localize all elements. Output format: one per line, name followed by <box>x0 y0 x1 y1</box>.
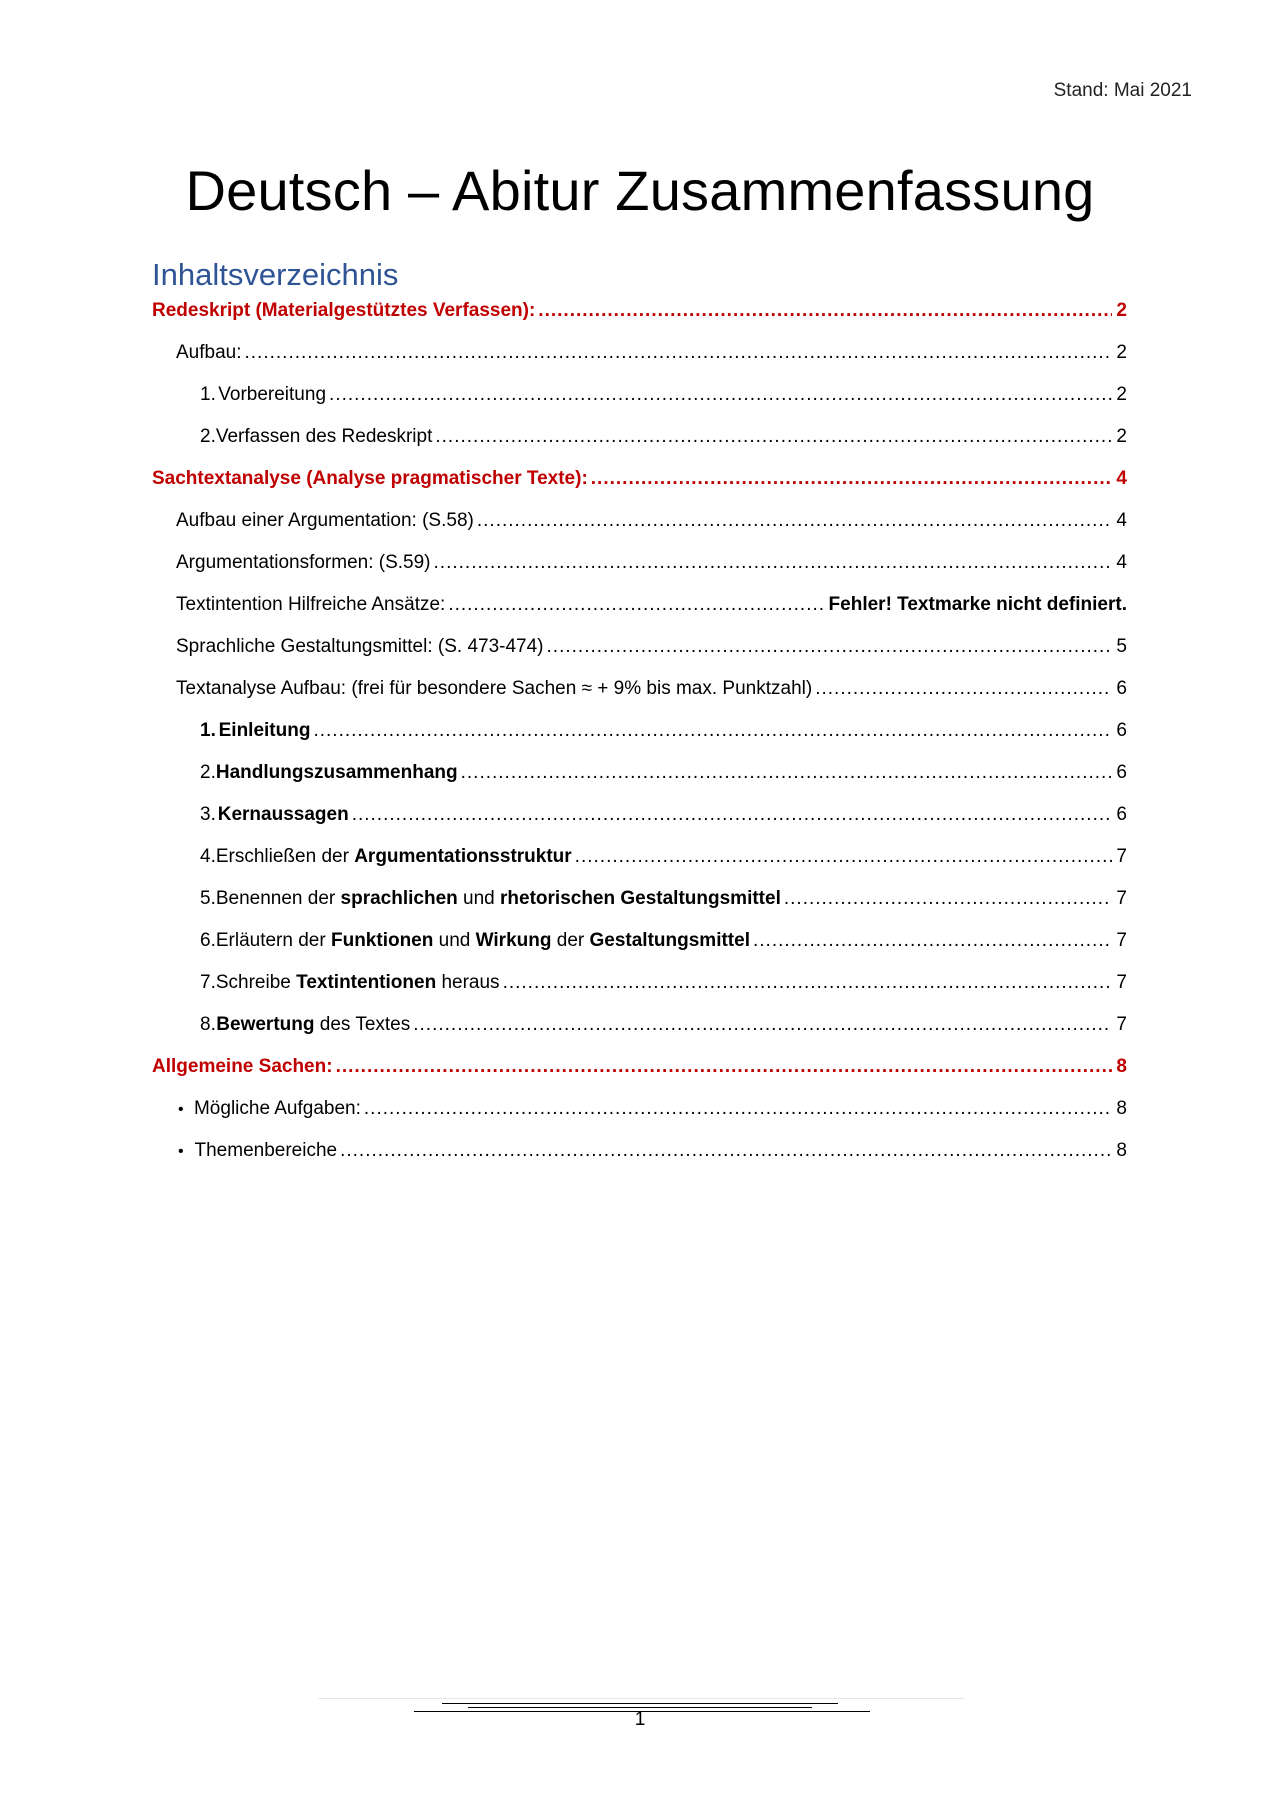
label-text: und <box>457 888 501 909</box>
toc-entry-kernaussagen[interactable] <box>152 804 1127 832</box>
toc-entry-label: Aufbau: <box>176 342 242 363</box>
toc-entry-page-error: Fehler! Textmarke nicht definiert. <box>828 594 1127 615</box>
toc-entry-page: 7 <box>1116 1014 1127 1035</box>
bullet-icon: • <box>178 1101 184 1118</box>
document-date: Stand: Mai 2021 <box>1053 80 1192 101</box>
toc-leader-dots <box>448 594 824 616</box>
label-emphasis: Gestaltungsmittel <box>589 930 750 951</box>
document-title: Deutsch – Abitur Zusammenfassung <box>185 159 1095 222</box>
toc-entry-label: Textintention Hilfreiche Ansätze: <box>176 594 446 615</box>
label-emphasis: sprachlichen <box>340 888 458 909</box>
toc-entry-label <box>216 930 750 952</box>
toc-leader-dots <box>329 384 1112 406</box>
toc-entry-page: 8 <box>1116 1140 1127 1161</box>
toc-entry-label <box>216 1014 410 1036</box>
toc-entry-page: 2 <box>1116 384 1127 405</box>
toc-entry-aufbau[interactable] <box>152 342 1127 370</box>
toc-entry-moegliche-aufgaben[interactable] <box>152 1098 1127 1126</box>
page-number: 1 <box>634 1709 646 1730</box>
toc-entry-label: Vorbereitung <box>218 384 327 405</box>
toc-entry-label: Redeskript (Materialgestütztes Verfassen): <box>152 300 536 321</box>
toc-entry-label: Sprachliche Gestaltungsmittel: (S. 473-474) <box>176 636 544 657</box>
toc-entry-label <box>216 888 781 910</box>
toc-leader-dots <box>477 510 1113 532</box>
toc-entry-page: 8 <box>1116 1098 1127 1119</box>
toc-leader-dots <box>538 300 1112 322</box>
toc-entry-number: 7. <box>200 972 216 993</box>
toc-entry-allgemeine-sachen[interactable] <box>152 1056 1127 1084</box>
toc-entry-label: Kernaussagen <box>217 804 349 825</box>
toc-entry-page: 7 <box>1116 888 1127 909</box>
toc-entry-page: 2 <box>1116 300 1127 321</box>
toc-entry-page: 2 <box>1116 342 1127 363</box>
label-text: und <box>433 930 476 951</box>
toc-entry-number: 2. <box>200 762 216 783</box>
toc-entry-page: 6 <box>1116 678 1127 699</box>
toc-entry-textintentionen[interactable] <box>152 972 1127 1000</box>
toc-entry-handlungszusammenhang[interactable] <box>152 762 1127 790</box>
toc-entry-gestaltungsmittel[interactable] <box>152 636 1127 664</box>
label-text: Schreibe <box>215 972 297 993</box>
toc-leader-dots <box>364 1098 1113 1120</box>
toc-entry-label: Einleitung <box>218 720 311 741</box>
toc-entry-number: 6. <box>200 930 216 951</box>
toc-entry-label: Allgemeine Sachen: <box>152 1056 333 1077</box>
toc-entry-page: 6 <box>1116 804 1127 825</box>
toc-entry-textanalyse-aufbau[interactable] <box>152 678 1127 706</box>
toc-entry-erlaeutern[interactable] <box>152 930 1127 958</box>
toc-entry-number: 8. <box>200 1014 216 1035</box>
toc-entry-page: 5 <box>1116 636 1127 657</box>
toc-leader-dots <box>503 972 1113 994</box>
toc-leader-dots <box>313 720 1112 742</box>
toc-leader-dots <box>413 1014 1112 1036</box>
toc-entry-label: Argumentationsformen: (S.59) <box>176 552 431 573</box>
toc-entry-themenbereiche[interactable] <box>152 1140 1127 1168</box>
toc-leader-dots <box>340 1140 1112 1162</box>
toc-entry-page: 6 <box>1116 720 1127 741</box>
toc-entry-number: 1. <box>200 720 216 741</box>
toc-leader-dots <box>591 468 1113 490</box>
toc-entry-number: 2. <box>200 426 216 447</box>
toc-entry-label <box>216 846 572 868</box>
toc-entry-page: 7 <box>1116 972 1127 993</box>
toc-entry-sachtextanalyse[interactable] <box>152 468 1127 496</box>
toc-leader-dots <box>434 552 1113 574</box>
toc-leader-dots <box>547 636 1113 658</box>
label-emphasis: Wirkung <box>475 930 552 951</box>
label-text: Benennen der <box>215 888 341 909</box>
toc-leader-dots <box>245 342 1113 364</box>
label-text: des Textes <box>314 1014 411 1035</box>
toc-entry-number: 4. <box>200 846 216 867</box>
toc-entry-label: Mögliche Aufgaben: <box>193 1098 361 1119</box>
toc-leader-dots <box>435 426 1112 448</box>
label-text: heraus <box>436 972 500 993</box>
label-emphasis: Textintentionen <box>296 972 437 993</box>
toc-entry-label: Verfassen des Redeskript <box>215 426 433 447</box>
toc-entry-page: 7 <box>1116 846 1127 867</box>
label-text: Erläutern der <box>215 930 331 951</box>
toc-entry-argumentationsformen[interactable] <box>152 552 1127 580</box>
toc-leader-dots <box>352 804 1113 826</box>
label-emphasis: Funktionen <box>330 930 434 951</box>
label-emphasis: Bewertung <box>216 1014 315 1035</box>
toc-leader-dots <box>461 762 1113 784</box>
toc-entry-textintention[interactable] <box>152 594 1127 622</box>
toc-leader-dots <box>784 888 1113 910</box>
toc-entry-page: 4 <box>1116 510 1127 531</box>
toc-entry-redeskript[interactable] <box>152 300 1127 328</box>
toc-entry-label <box>216 972 500 994</box>
toc-entry-number: 5. <box>200 888 216 909</box>
toc-entry-number: 1. <box>200 384 216 405</box>
label-text: Erschließen der <box>215 846 355 867</box>
toc-entry-argumentationsstruktur[interactable] <box>152 846 1127 874</box>
toc-entry-page: 7 <box>1116 930 1127 951</box>
toc-entry-einleitung[interactable] <box>152 720 1127 748</box>
toc-entry-label: Themenbereiche <box>194 1140 338 1161</box>
toc-leader-dots <box>336 1056 1113 1078</box>
toc-entry-vorbereitung[interactable] <box>152 384 1127 412</box>
toc-leader-dots <box>753 930 1112 952</box>
bullet-icon: • <box>178 1143 184 1160</box>
toc-entry-bewertung[interactable] <box>152 1014 1127 1042</box>
toc-heading: Inhaltsverzeichnis <box>152 257 399 292</box>
toc-leader-dots <box>815 678 1112 700</box>
toc-entry-label: Textanalyse Aufbau: (frei für besondere Sachen ≈ + 9% bis max. Punktzahl) <box>176 678 813 699</box>
toc-entry-page: 4 <box>1116 552 1127 573</box>
toc-entry-label: Handlungszusammenhang <box>215 762 458 783</box>
label-emphasis: rhetorischen Gestaltungsmittel <box>500 888 781 909</box>
toc-entry-label: Aufbau einer Argumentation: (S.58) <box>176 510 474 531</box>
label-emphasis: Argumentationsstruktur <box>354 846 572 867</box>
toc-entry-page: 4 <box>1116 468 1127 489</box>
toc-entry-page: 6 <box>1116 762 1127 783</box>
toc-entry-page: 8 <box>1116 1056 1127 1077</box>
toc-entry-number: 3. <box>200 804 216 825</box>
toc-entry-benennen[interactable] <box>152 888 1127 916</box>
toc-entry-verfassen[interactable] <box>152 426 1127 454</box>
label-text: der <box>551 930 590 951</box>
toc-leader-dots <box>575 846 1113 868</box>
toc-entry-page: 2 <box>1116 426 1127 447</box>
toc-entry-argumentation[interactable] <box>152 510 1127 538</box>
toc-entry-label: Sachtextanalyse (Analyse pragmatischer Texte): <box>152 468 588 489</box>
